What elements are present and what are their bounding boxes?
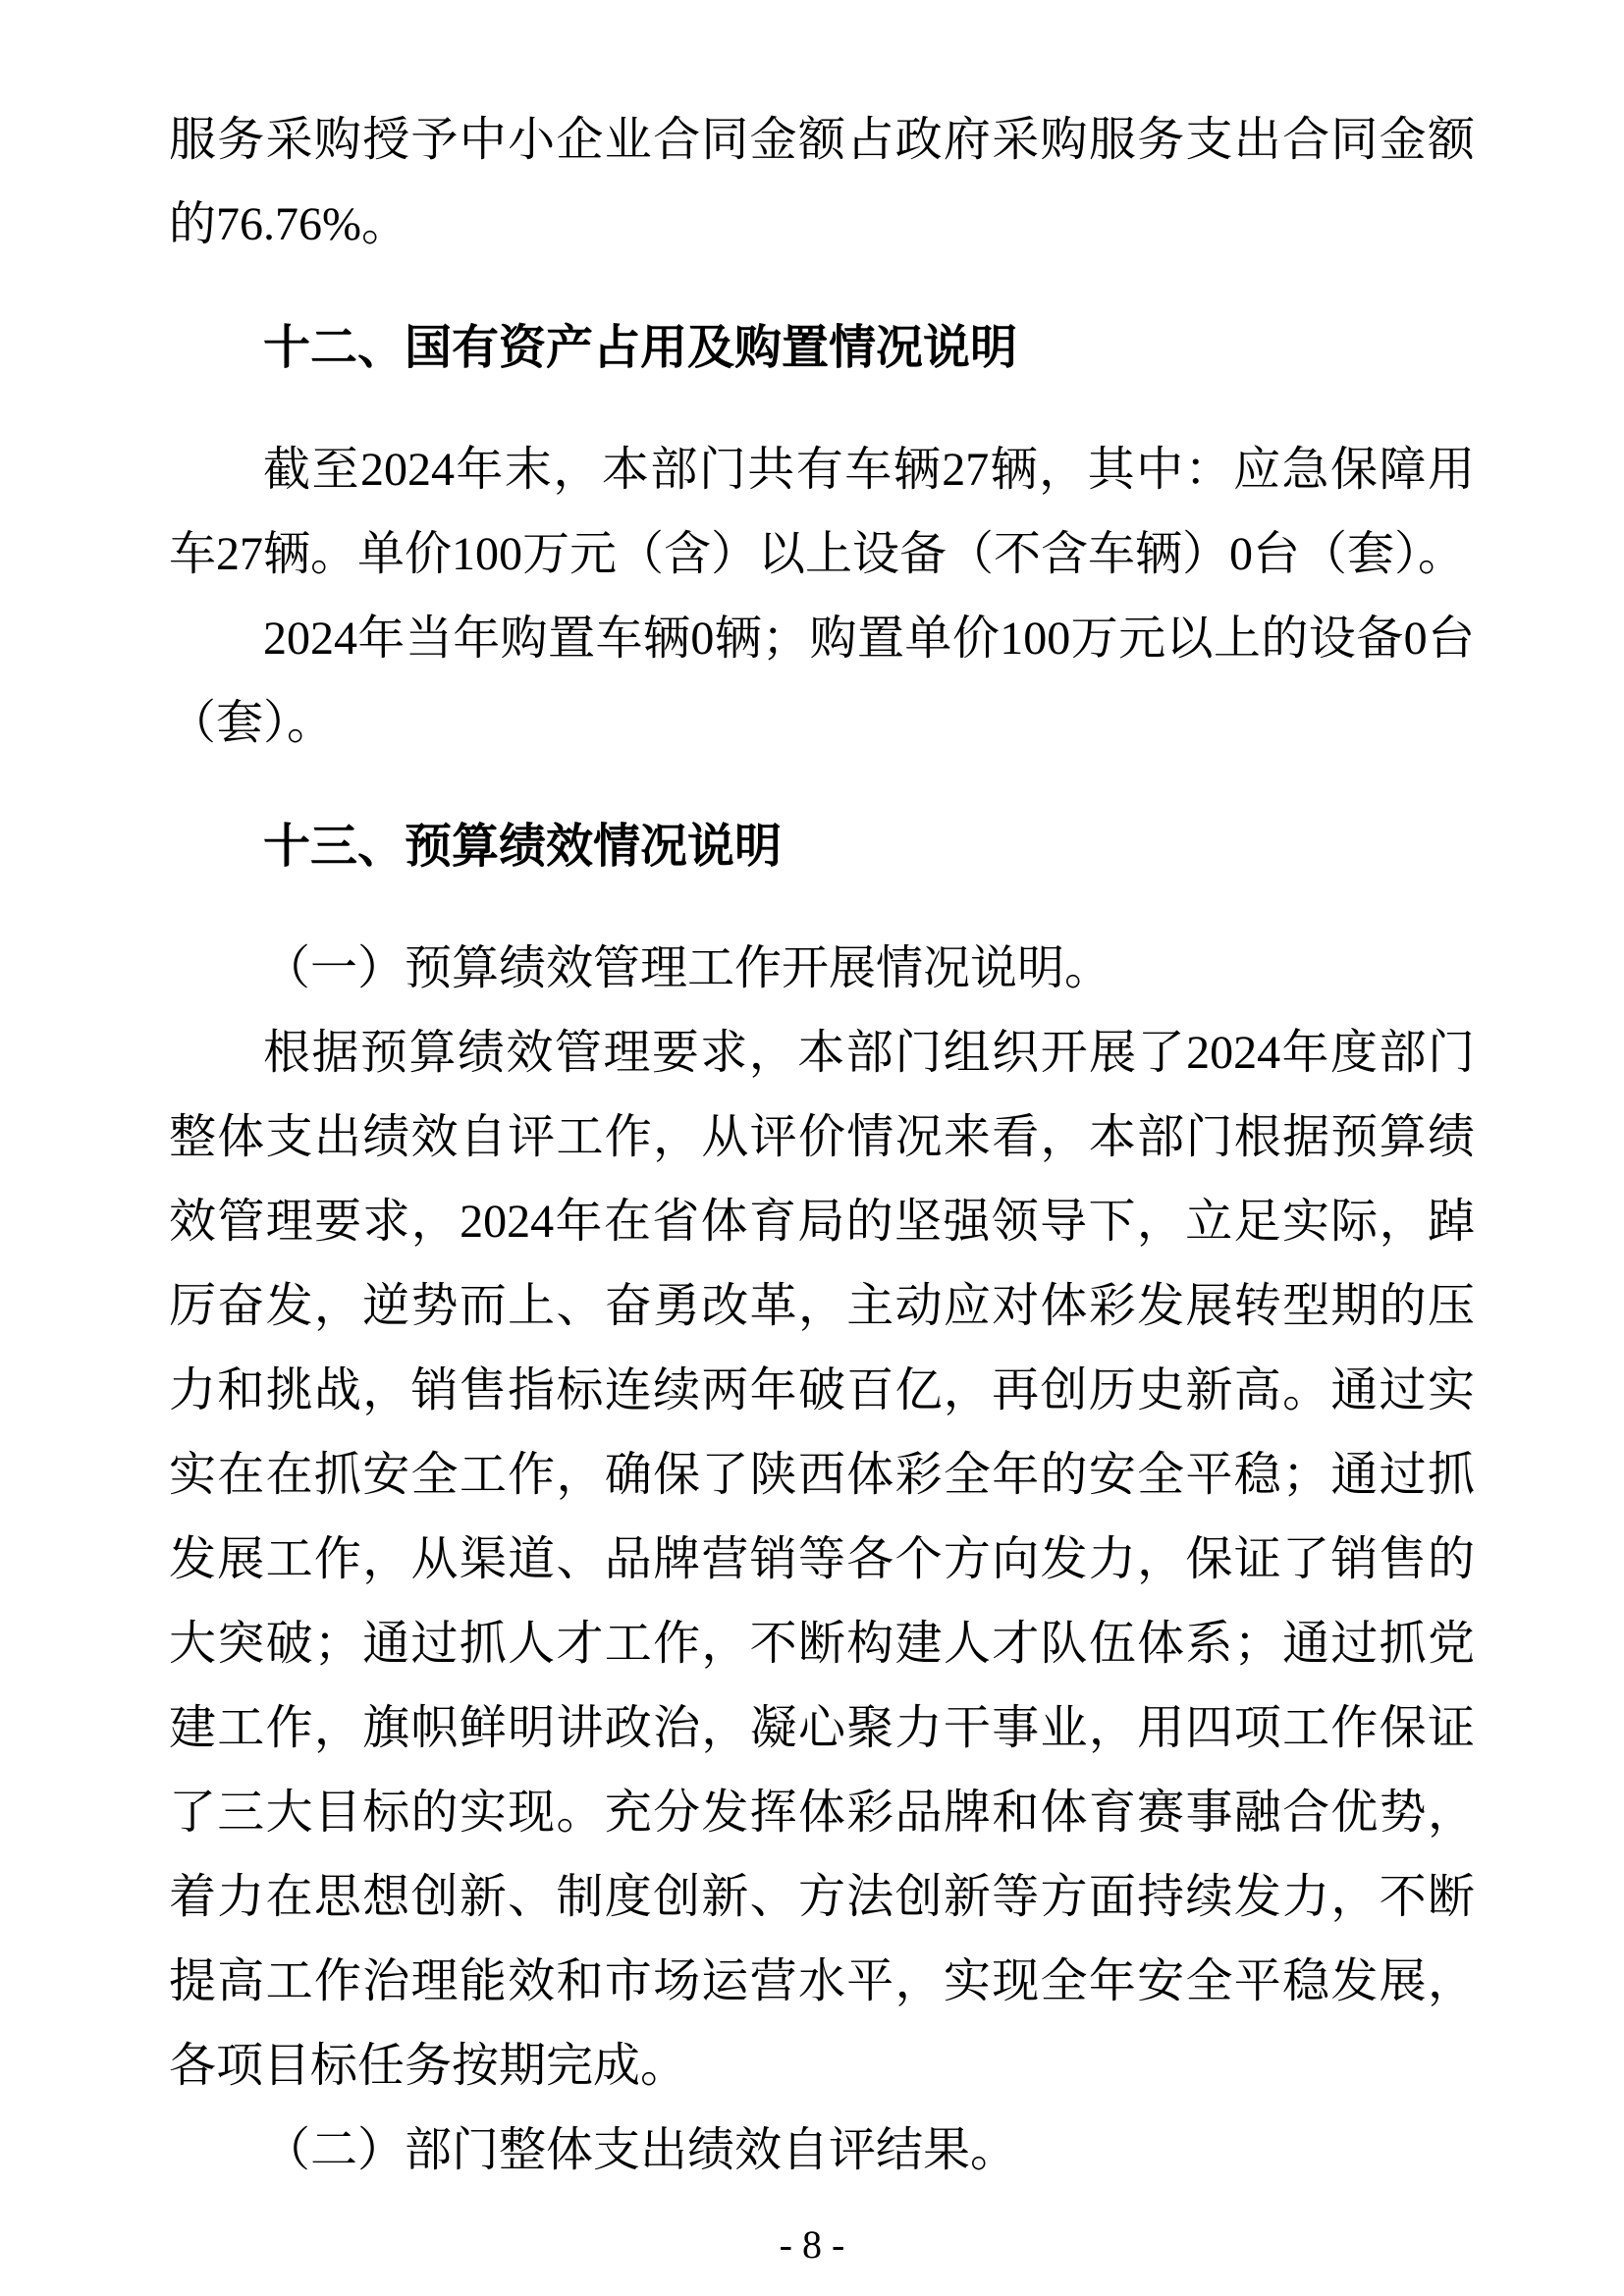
- section-13-heading: 十三、预算绩效情况说明: [263, 821, 783, 873]
- paragraph-performance-self-evaluation: 根据预算绩效管理要求，本部门组织开展了2024年度部门整体支出绩效自评工作，从评价情况来看，本部门根据预算绩效管理要求，2024年在省体育局的坚强领导下，立足实际，踔厉奋发，逆势而上、奋勇改革，主动应对体彩发展转型期的压力和挑战，销售指标连续两年破百亿，再创历史新高。通过实实在在抓安全工作，确保了陕西体彩全年的安全平稳；通过抓发展工作，从渠道、品牌营销等各个方向发力，保证了销售的大突破；通过抓人才工作，不断构建人才队伍体系；通过抓党建工作，旗帜鲜明讲政治，凝心聚力干事业，用四项工作保证了三大目标的实现。充分发挥体彩品牌和体育赛事融合优势，着力在思想创新、制度创新、方法创新等方面持续发力，不断提高工作治理能效和市场运营水平，实现全年安全平稳发展，各项目标任务按期完成。: [169, 1027, 1475, 2092]
- subsection-2-title: （二）部门整体支出绩效自评结果。: [263, 2124, 1018, 2176]
- paragraph-vehicle-assets: 截至2024年末，本部门共有车辆27辆，其中：应急保障用车27辆。单价100万元（含）以上设备（不含车辆）0台（套）。: [169, 444, 1475, 580]
- subsection-1-title: （一）预算绩效管理工作开展情况说明。: [263, 942, 1112, 994]
- page-number: - 8 -: [779, 2222, 845, 2267]
- paragraph-year-purchases: 2024年当年购置车辆0辆；购置单价100万元以上的设备0台（套）。: [169, 613, 1475, 749]
- paragraph-services-procurement: 服务采购授予中小企业合同金额占政府采购服务支出合同金额的76.76%。: [169, 114, 1475, 250]
- section-12-heading: 十二、国有资产占用及购置情况说明: [263, 322, 1018, 374]
